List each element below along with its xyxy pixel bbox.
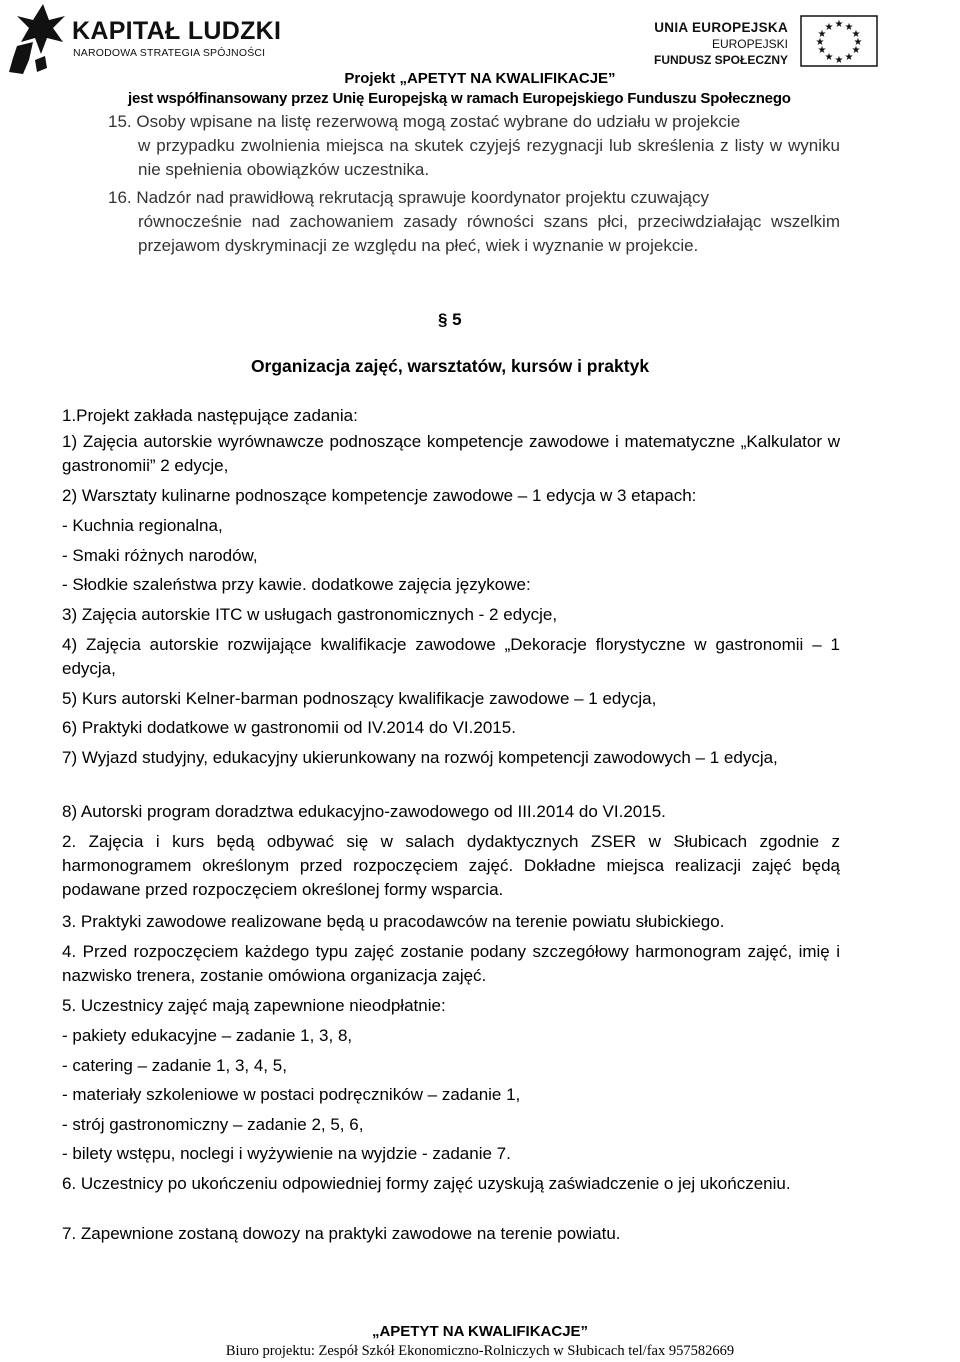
footer-title: „APETYT NA KWALIFIKACJE” bbox=[371, 1323, 589, 1340]
project-subtitle: jest współfinansowany przez Unię Europejską w ramach Europejskiego Funduszu Społecznego bbox=[128, 90, 791, 107]
svg-text:★: ★ bbox=[853, 37, 863, 48]
paragraph-16-rest: równocześnie nad zachowaniem zasady równości szans płci, przeciwdziałając wszelkim przejawom dyskryminacji ze względu na płeć, wiek i wyznanie w projekcie. bbox=[138, 212, 840, 255]
task-2-part-c: - Słodkie szaleństwa przy kawie. dodatkowe zajęcia językowe: bbox=[62, 575, 531, 594]
task-2-part-a: - Kuchnia regionalna, bbox=[62, 516, 223, 535]
kapital-ludzki-title: KAPITAŁ LUDZKI bbox=[72, 17, 282, 45]
footer-address: Biuro projektu: Zespół Szkół Ekonomiczno-Rolniczych w Słubicach tel/fax 957582669 bbox=[225, 1343, 735, 1359]
paragraph-15-rest: w przypadku zwolnienia miejsca na skutek czyjejś rezygnacji lub skreślenia z listy w wyniku nie spełnienia obowiązków uczestnika. bbox=[138, 136, 840, 179]
kapital-ludzki-subtitle: NARODOWA STRATEGIA SPÓJNOŚCI bbox=[73, 47, 266, 59]
svg-text:★: ★ bbox=[834, 55, 844, 66]
task-5: 5) Kurs autorski Kelner-barman podnoszący kwalifikacje zawodowe – 1 edycja, bbox=[62, 689, 657, 708]
project-title: Projekt „APETYT NA KWALIFIKACJE” bbox=[344, 70, 616, 87]
item-6: 6. Uczestnicy po ukończeniu odpowiedniej formy zajęć uzyskują zaświadczenie o jej ukończeniu. bbox=[62, 1174, 791, 1193]
item-2: 2. Zajęcia i kurs będą odbywać się w salach dydaktycznych ZSER w Słubicach zgodnie z harmonogramem określonym przed rozpoczęciem zajęć. Dokładne miejsca realizacji zajęć będą podawane przed rozpoczęciem określonej formy wsparcia. bbox=[62, 832, 840, 899]
item-4: 4. Przed rozpoczęciem każdego typu zajęć zostanie podany szczegółowy harmonogram zajęć, imię i nazwisko trenera, zostanie omówiona organizacja zajęć. bbox=[62, 942, 840, 985]
item-5-bullet-b: - catering – zadanie 1, 3, 4, 5, bbox=[62, 1056, 287, 1075]
item-3: 3. Praktyki zawodowe realizowane będą u pracodawców na terenie powiatu słubickiego. bbox=[62, 912, 725, 931]
item-5-bullet-a: - pakiety edukacyjne – zadanie 1, 3, 8, bbox=[62, 1026, 353, 1045]
task-2-part-b: - Smaki różnych narodów, bbox=[62, 546, 258, 565]
eu-line-3: FUNDUSZ SPOŁECZNY bbox=[653, 53, 788, 67]
item-7: 7. Zapewnione zostaną dowozy na praktyki zawodowe na terenie powiatu. bbox=[62, 1224, 621, 1243]
section-symbol: § 5 bbox=[438, 310, 462, 329]
eu-line-1: UNIA EUROPEJSKA bbox=[654, 20, 788, 35]
svg-text:★: ★ bbox=[824, 52, 834, 63]
eu-line-2: EUROPEJSKI bbox=[711, 37, 788, 51]
kapital-ludzki-logo-icon bbox=[3, 2, 65, 74]
task-7: 7) Wyjazd studyjny, edukacyjny ukierunkowany na rozwój kompetencji zawodowych – 1 edycja, bbox=[62, 748, 778, 767]
svg-text:★: ★ bbox=[851, 45, 861, 56]
item-5: 5. Uczestnicy zajęć mają zapewnione nieodpłatnie: bbox=[62, 996, 446, 1015]
eu-flag-icon bbox=[800, 15, 878, 67]
task-8: 8) Autorski program doradztwa edukacyjno-zawodowego od III.2014 do VI.2015. bbox=[62, 802, 666, 821]
svg-text:★: ★ bbox=[844, 52, 854, 63]
eu-label bbox=[654, 20, 788, 68]
task-3: 3) Zajęcia autorskie ITC w usługach gastronomicznych - 2 edycje, bbox=[62, 605, 558, 624]
svg-text:★: ★ bbox=[817, 45, 827, 56]
item-5-bullet-e: - bilety wstępu, noclegi i wyżywienie na wyjdzie - zadanie 7. bbox=[62, 1144, 511, 1163]
task-2: 2) Warsztaty kulinarne podnoszące kompetencje zawodowe – 1 edycja w 3 etapach: bbox=[62, 486, 697, 505]
svg-text:★: ★ bbox=[817, 29, 827, 40]
svg-text:★: ★ bbox=[851, 29, 861, 40]
item-5-bullet-d: - strój gastronomiczny – zadanie 2, 5, 6, bbox=[62, 1115, 364, 1134]
task-4: 4) Zajęcia autorskie rozwijające kwalifikacje zawodowe „Dekoracje florystyczne w gastronomii – 1 edycja, bbox=[62, 635, 840, 678]
svg-text:★: ★ bbox=[844, 22, 854, 33]
svg-text:★: ★ bbox=[834, 19, 844, 30]
task-1: 1) Zajęcia autorskie wyrównawcze podnoszące kompetencje zawodowe i matematyczne „Kalkulator w gastronomii” 2 edycje, bbox=[62, 432, 840, 475]
item-5-bullet-c: - materiały szkoleniowe w postaci podręczników – zadanie 1, bbox=[62, 1085, 521, 1104]
svg-text:★: ★ bbox=[824, 22, 834, 33]
paragraph-16-first-line: 16. Nadzór nad prawidłową rekrutacją sprawuje koordynator projektu czuwający bbox=[108, 188, 709, 207]
item-1-intro: 1.Projekt zakłada następujące zadania: bbox=[62, 406, 358, 425]
task-6: 6) Praktyki dodatkowe w gastronomii od IV.2014 do VI.2015. bbox=[62, 718, 516, 737]
svg-text:★: ★ bbox=[815, 37, 825, 48]
section-title: Organizacja zajęć, warsztatów, kursów i praktyk bbox=[250, 356, 650, 376]
page-header bbox=[0, 0, 960, 110]
paragraph-15-first-line: 15. Osoby wpisane na listę rezerwową mogą zostać wybrane do udziału w projekcie bbox=[108, 112, 741, 131]
